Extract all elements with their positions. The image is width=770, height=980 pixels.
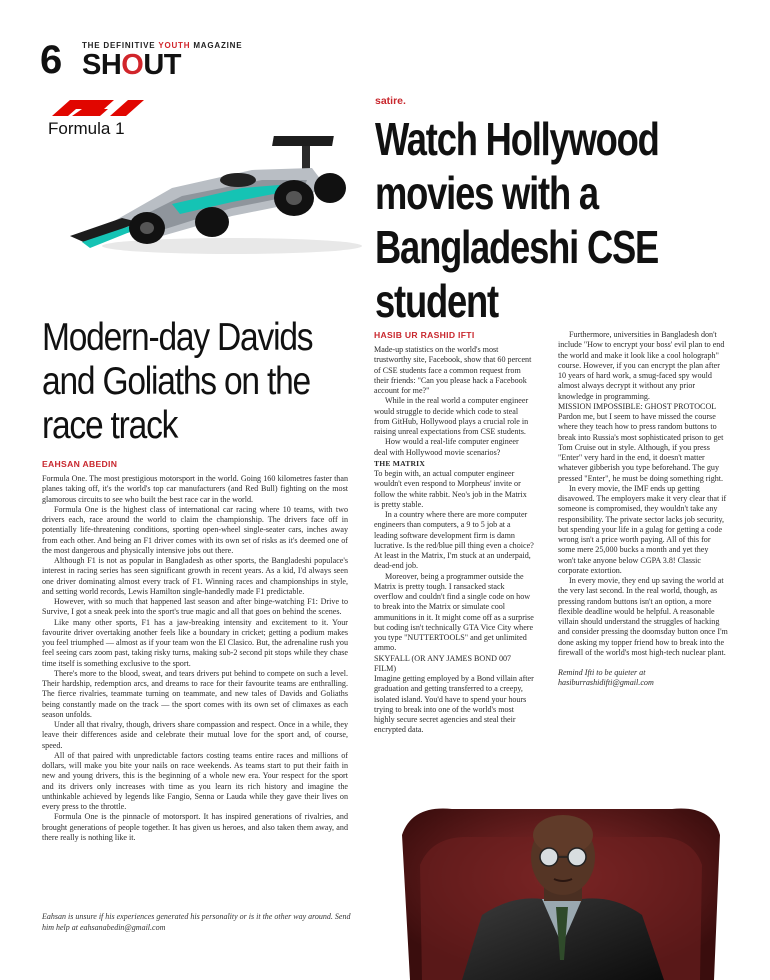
right-column-a (374, 345, 534, 736)
shout-logo (82, 50, 181, 80)
subheading-matrix: THE MATRIX (374, 458, 426, 468)
left-paragraph: Formula One is the pinnacle of motorsport. It has inspired generations of rivalries, and brought generations of people together. It has given us heroes, and also taken them away, and there really is nothing like it. (42, 812, 348, 842)
left-paragraph: All of that paired with unpredictable factors costing teams entire races and millions of dollars, will make you bite your nails on race weekends. As teams start to put their faith in new and young drivers, this is the beginning of a whole new era. Your respect for the sport and its drivers only increases with time as you learn its rich history and imagine the unthinkable achieved by legends like Fangio, Senna or Lauda while they gave their lives on every press to the throttle. (42, 750, 348, 811)
tagline-youth: YOUTH (158, 41, 191, 50)
left-paragraph: Like many other sports, F1 has a jaw-breaking intensity and excitement to it. Your favourite driver overtaking another feels like a boundary in cricket; getting a podium makes you feel triumphed — almost as if your team won the El Clasico. But, the adrenaline rush you feel seeing cars zoom past, taking risky turns, making sub-2 second pit stops while they chase time itself is something exclusive to the sport. (42, 617, 348, 668)
left-paragraph: Although F1 is not as popular in Bangladesh as other sports, the Bangladeshi populace's interest in racing series has seen significant growth in recent years. As a kid, I'd always seen one driver dominating almost every track of F1. Winning races and championships in style, and setting world records, Lewis Hamilton single-handedly made F1 predictable. (42, 556, 348, 596)
paragraph: How would a real-life computer engineer deal with Hollywood movie scenarios? (374, 437, 519, 457)
subheading-mission-impossible: MISSION IMPOSSIBLE: GHOST PROTOCOL (558, 401, 717, 411)
f1-wordmark: Formula 1 (48, 119, 125, 138)
paragraph: In a country where there are more computer engineers than computers, a 9 to 5 job at a leading software development firm is damn lucrative. Is the red/blue pill thing even a choice? At least in the Matrix, I'm stuck at an underpaid, dead-end job. (374, 510, 534, 571)
paragraph: While in the real world a computer engineer would struggle to decide which code to steal from GitHub, Hollywood plays a crucial role in raising unreal expectations from CSE students. (374, 396, 529, 436)
left-paragraph: Formula One. The most prestigious motorsport in the world. Going 160 kilometres faster than planes taking off, it's the world's top car manufacturers (and Red Bull) fighting on the most glamorous circuits to see who built the best race car in the world. (42, 474, 348, 504)
paragraph: Furthermore, universities in Bangladesh don't include "How to encrypt your boss' evil plan to end the world and make it look like a cool holograph" course. However, if you can encrypt the plan after 10 years of hard work, a smug-faced spy would almost always decrypt it without any prior knowledge in programming. (558, 330, 725, 401)
left-paragraph: However, with so much that happened last season and after binge-watching F1: Drive to Survive, I got a sneak peek into the sport's true magic and all that goes on behind the scenes. (42, 597, 348, 617)
paragraph: In every movie, they end up saving the world at the very last second. In the real world, though, as pressing random buttons isn't an option, a more flexible deadline would be helpful. A reasonable villain should understand the struggles of hacking and consider pressing the doomsday button once I'm done asking my topper friend how to break into the firewall of the world's most high-tech nuclear plant. (558, 576, 728, 657)
race-car-image (62, 118, 362, 258)
right-article-title: Watch Hollywood movies with a Bangladeshi CSE student (375, 113, 659, 327)
paragraph: Made-up statistics on the world's most trustworthy site, Facebook, show that 60 percent of CSE students face a common request from their friends: "Can you please hack a Facebook account for me?" (374, 345, 532, 395)
masthead (40, 38, 243, 84)
right-column-b (558, 330, 728, 689)
paragraph: Imagine getting employed by a Bond villain after graduation and getting transferred to a creepy, isolated island. You'd have to spend your hours trying to break into one of the world's most highly secure secret agencies and steal their encrypted data. (374, 674, 534, 735)
tagline-pre: THE DEFINITIVE (82, 41, 159, 50)
tagline-post: MAGAZINE (190, 41, 243, 50)
brand-o: O (121, 49, 144, 81)
brand-sh: SH (82, 49, 122, 81)
left-article-title: Modern-day Davids and Goliaths on the race track (42, 316, 313, 447)
paragraph: To begin with, an actual computer engineer wouldn't even respond to Morpheus' invite or follow the white rabbit. Neo's job in the Matrix is pretty stable. (374, 469, 527, 509)
paragraph: Moreover, being a programmer outside the Matrix is pretty tough. I ransacked stack overflow and couldn't find a single code on how to break into the Matrix or simulate cool ammunitions in it. It might come off as a surprise but coding isn't technically GTA Vice City where you type "NUTTERTOOLS" and get unlimited ammo. (374, 571, 534, 653)
left-article-author: EAHSAN ABEDIN (42, 459, 118, 469)
section-label: satire. (375, 95, 406, 107)
left-paragraph: Under all that rivalry, though, drivers share compassion and respect. Once in a while, they leave their differences aside and celebrate their mutual love for the sport and, of course, speed. (42, 720, 348, 750)
brand-ut: UT (143, 49, 182, 81)
paragraph: In every movie, the IMF ends up getting disavowed. The employers make it very clear that if someone is compromised, they wouldn't take any responsibility. The private sector lacks job security, but spending your life in a gulag for getting a code wrong isn't a price worth paying. All of this for some mere 25,000 bucks a month and yet they won't take anyone below CGPA 3.8! Classic corporate extortion. (558, 483, 727, 575)
right-author-note: Remind Ifti to be quieter at hasiburrashidifti@gmail.com (558, 668, 654, 688)
left-paragraph: Formula One is the highest class of international car racing where 10 teams, with two drivers each, race around the world to claim the championship. The drivers face off in potentially life-threatening conditions, sporting open-wheel single-seater cars, inches away from each other. And being an F1 driver comes with its own set of risks as it's deemed one of the most dangerous and physically intensive jobs out there. (42, 504, 348, 555)
left-paragraph: There's more to the blood, sweat, and tears drivers put behind to compete on such a level. Their hardship, redemption arcs, and dreams to race for their favourite teams are enthralling. The fierce rivalries, teammate turning on teammate, and new tales of Davids and Goliaths being constantly made on the track — the sport comes with its own set of climaxes as each season unfolds. (42, 668, 348, 719)
morpheus-photo (392, 795, 732, 980)
left-article-body (42, 474, 348, 843)
paragraph: Pardon me, but I seem to have missed the course where they teach how to press random buttons to break into Russia's most sophisticated prison to get Tom Cruise out in style. Although, if you press "Enter" very hard in the end, it doesn't matter whatever gibberish you type beforehand. The guy pressed "Enter", he must be doing something right. (558, 412, 724, 483)
subheading-skyfall: SKYFALL (OR ANY JAMES BOND 007 FILM) (374, 653, 512, 673)
left-author-note: Eahsan is unsure if his experiences generated his personality or is it the other way around. Send him help at eahsanabedin@gmail.com (42, 912, 351, 932)
right-article-author: HASIB UR RASHID IFTI (374, 330, 475, 340)
page-number: 6 (40, 38, 63, 82)
